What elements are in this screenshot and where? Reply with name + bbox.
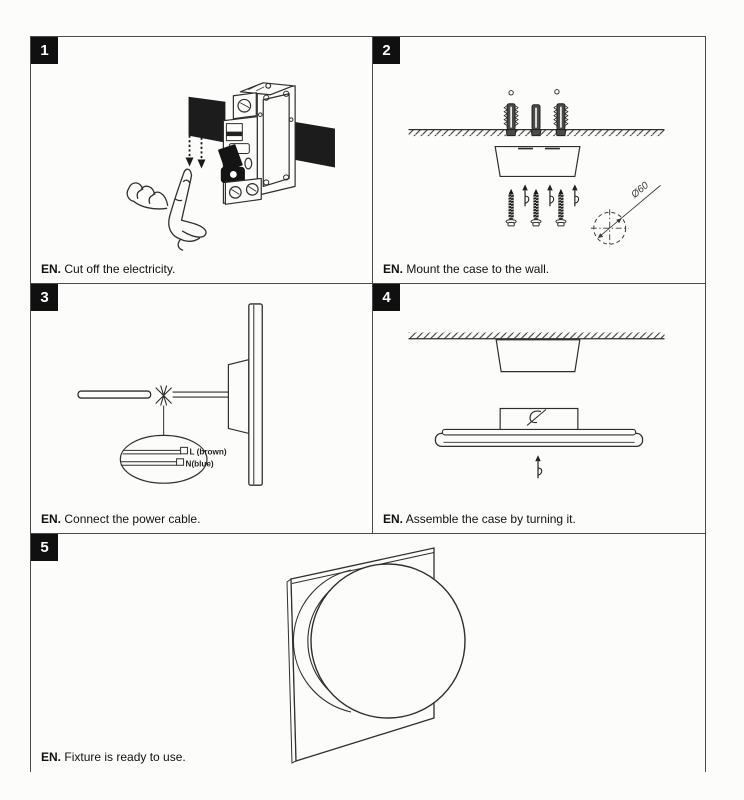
- hole-diameter-label: Ø60: [629, 180, 651, 201]
- wall-anchors-drawing: [504, 90, 568, 136]
- step-caption: [41, 512, 200, 526]
- power-cable-drawing: [78, 386, 228, 437]
- panel-step-3: [31, 284, 373, 534]
- pointing-hand-drawing: [127, 169, 206, 250]
- wall-section-drawing: [409, 332, 665, 338]
- caption-language-prefix: EN.: [383, 512, 404, 526]
- assemble-case-illustration: [373, 284, 706, 533]
- live-wire-label: L (brown): [189, 447, 227, 457]
- panel-step-1: [31, 37, 373, 284]
- step-caption: [383, 262, 549, 276]
- circuit-breaker-drawing: [219, 83, 295, 205]
- step-caption: [41, 262, 175, 276]
- step-number: 3: [40, 289, 49, 306]
- neutral-wire-label: N(blue): [185, 459, 214, 469]
- caption-language-prefix: EN.: [41, 512, 62, 526]
- caption-text: Assemble the case by turning it.: [405, 512, 576, 526]
- caption-language-prefix: EN.: [41, 262, 62, 276]
- fixture-side-view-drawing: [228, 304, 262, 485]
- step-caption: [383, 512, 576, 526]
- cut-electricity-illustration: [31, 37, 372, 283]
- drill-dimension-drawing: [591, 180, 661, 247]
- screws-drawing: [506, 184, 578, 226]
- step-number: 5: [40, 539, 49, 556]
- step-number: 4: [382, 289, 391, 306]
- cable-joint-icon: [156, 386, 172, 406]
- caption-language-prefix: EN.: [41, 750, 62, 764]
- caption-text: Cut off the electricity.: [64, 262, 176, 276]
- step-number-badge: [31, 534, 58, 561]
- mounting-case-drawing: [496, 340, 580, 372]
- press-down-arrows-icon: [186, 136, 206, 169]
- screwing-direction-symbol: [535, 455, 542, 478]
- step-number-badge: [31, 284, 58, 311]
- wire-detail-callout: [120, 435, 227, 483]
- caption-text: Mount the case to the wall.: [406, 262, 550, 276]
- caption-language-prefix: EN.: [383, 262, 404, 276]
- finished-fixture-illustration: [31, 534, 706, 771]
- step-number: 1: [40, 42, 49, 59]
- step-caption: [41, 750, 186, 764]
- mount-case-illustration: [373, 37, 706, 283]
- connect-cable-illustration: [31, 284, 372, 533]
- step-number-badge: [373, 284, 400, 311]
- fixture-profile-drawing: [435, 409, 642, 447]
- caption-text: Connect the power cable.: [64, 512, 201, 526]
- panel-step-2: [373, 37, 706, 284]
- step-number-badge: [31, 37, 58, 64]
- mounting-case-drawing: [495, 147, 580, 177]
- step-number-badge: [373, 37, 400, 64]
- panel-step-4: [373, 284, 706, 534]
- step-number: 2: [382, 42, 391, 59]
- panel-step-5: [31, 534, 706, 771]
- caption-text: Fixture is ready to use.: [64, 750, 186, 764]
- instruction-grid: [30, 36, 706, 772]
